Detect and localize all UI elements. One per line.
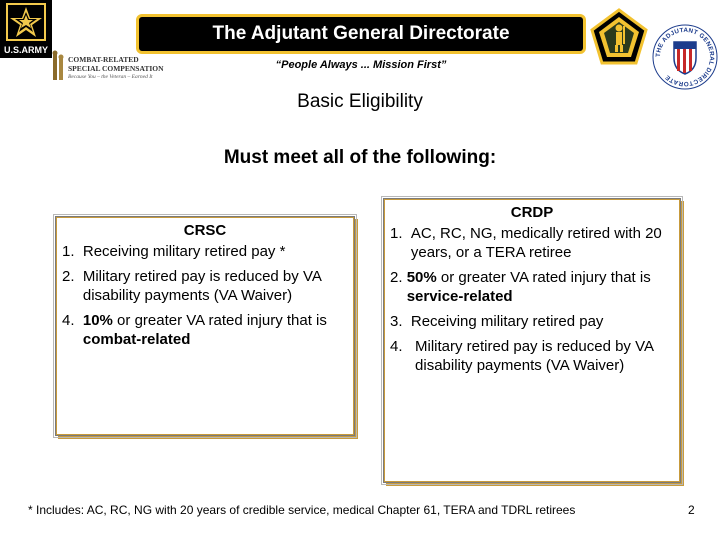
- item-number: 4.: [62, 312, 83, 329]
- item-number: 2.: [390, 269, 407, 286]
- list-item: [390, 224, 674, 262]
- adjutant-general-seal: [652, 24, 718, 90]
- seal-text: THE ADJUTANT GENERAL DIRECTORATE: [654, 26, 716, 88]
- motto: “People Always ... Mission First”: [275, 59, 447, 71]
- crdp-criteria-box: [383, 198, 681, 483]
- item-text: Receiving military retired pay: [410, 313, 604, 330]
- slide-subheading: Must meet all of the following:: [223, 147, 497, 168]
- item-number: 1.: [390, 225, 411, 242]
- slide-heading: Basic Eligibility: [297, 91, 423, 112]
- item-text: Receiving military retired pay *: [82, 243, 286, 260]
- crsc-logo-line1: COMBAT-RELATED: [68, 55, 139, 64]
- item-number: 4.: [390, 338, 416, 355]
- crsc-box-title: CRSC: [183, 222, 227, 239]
- pentagon-soldier-logo: [590, 8, 648, 66]
- soldiers-silhouette-icon: [50, 50, 68, 84]
- crsc-criteria-box: [55, 216, 355, 436]
- star-icon: [6, 3, 46, 41]
- item-text: 50% or greater VA rated injury that is service-related: [406, 269, 651, 305]
- item-number: 3.: [390, 313, 411, 330]
- page-number: 2: [688, 503, 695, 517]
- item-text: 10% or greater VA rated injury that is combat-related: [82, 312, 327, 348]
- army-brand-text: U.S.ARMY: [3, 45, 48, 55]
- list-item: [390, 268, 674, 306]
- crdp-box-title: CRDP: [510, 204, 554, 221]
- list-item: [62, 242, 348, 261]
- item-text: Military retired pay is reduced by VA disability payments (VA Waiver): [82, 268, 322, 304]
- us-army-logo: [0, 0, 52, 58]
- list-item: [390, 337, 674, 375]
- directorate-title: The Adjutant General Directorate: [212, 23, 510, 44]
- list-item: [62, 311, 348, 349]
- item-number: 2.: [62, 268, 83, 285]
- item-number: 1.: [62, 243, 83, 260]
- title-banner: [136, 14, 586, 54]
- footnote: * Includes: AC, RC, NG with 20 years of credible service, medical Chapter 61, TERA and TDRL retirees: [28, 503, 576, 517]
- item-text: AC, RC, NG, medically retired with 20 years, or a TERA retiree: [410, 225, 662, 261]
- crsc-logo-tagline: Because You – the Veteran – Earned It: [68, 74, 153, 80]
- item-text: Military retired pay is reduced by VA disability payments (VA Waiver): [415, 338, 654, 374]
- list-item: [390, 312, 674, 331]
- crsc-logo-line2: SPECIAL COMPENSATION: [68, 64, 164, 73]
- list-item: [62, 267, 348, 305]
